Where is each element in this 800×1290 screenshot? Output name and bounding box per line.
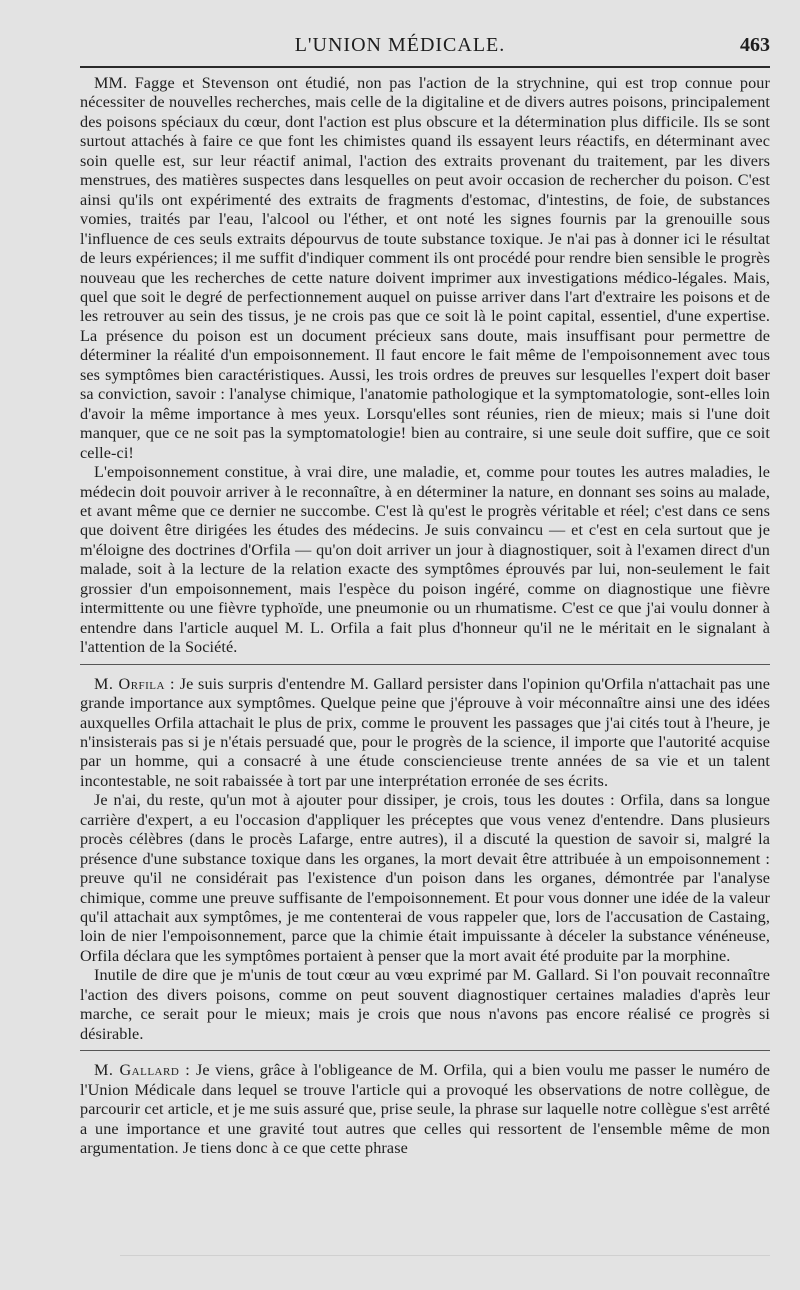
paragraph-orfila-continued: Je n'ai, du reste, qu'un mot à ajouter pour dissiper, je crois, tous les doutes : Orfila, dans sa longue carrière d'expert, a eu l'occasion d'appliquer les préceptes que vous venez d'entendre. Dans plusieurs procès célèbres (dans le procès Lafarge, entre autres), il a discuté la question de savoir si, malgré la présence d'une substance toxique dans les organes, la mort devait être attribuée à un empoisonnement : preuve qu'il ne considérait pas l'existence d'un poison dans les organes, démontrée par l'analyse chimique, comme une preuve suffisante de l'empoisonnement. Et pour vous donner une idée de la valeur qu'il attachait aux symptômes, je me contenterai de vous rappeler que, lors de l'accusation de Castaing, loin de nier l'empoisonnement, parce que la chimie était impuissante à déceler la substance vénéneuse, Orfila déclara que les symptômes portaient à penser que la mort avait été produite par la morphine.: [80, 791, 770, 965]
page-header: [80, 30, 770, 68]
paragraph-fagge-stevenson: MM. Fagge et Stevenson ont étudié, non pas l'action de la strychnine, qui est trop connue pour nécessiter de nouvelles recherches, mais celle de la digitaline et de divers autres poisons, principalement des poisons spéciaux du cœur, dont l'action est plus obscure et la détermination plus difficile. Ils se sont surtout attachés à faire ce que font les chimistes quand ils essayent leurs réactifs, en déterminant avec soin quelle est, sur leur réactif animal, l'action des extraits provenant du traitement, par les divers menstrues, des matières suspectes dans lesquelles on peut avoir occasion de rechercher du poison. C'est ainsi qu'ils ont expérimenté des extraits de fragments d'estomac, d'intestins, de foie, de substances vomies, traités par l'eau, l'alcool ou l'éther, et ont noté les signes fournis par la grenouille sous l'influence de ces seuls extraits dépourvus de toute substance toxique. Je n'ai pas à donner ici le résultat de leurs expériences; il me suffit d'indiquer comment ils ont procédé pour rendre bien sensible le progrès nouveau que les recherches de cette nature doivent imprimer aux investigations médico-légales. Mais, quel que soit le degré de perfectionnement auquel on puisse arriver dans l'art d'extraire les poisons et de les retrouver au sein des tissus, je ne crois pas que ce soit là le point capital, essentiel, d'une expertise. La présence du poison est un document précieux sans doute, mais insuffisant pour permettre de déterminer la réalité d'un empoisonnement. Il faut encore le fait même de l'empoisonnement avec tous ses symptômes bien caractéristiques. Aussi, les trois ordres de preuves sur lesquelles l'expert doit baser sa conviction, savoir : l'analyse chimique, l'anatomie pathologique et la symptomatologie, sont-elles loin d'avoir la même importance à mes yeux. Lorsqu'elles sont réunies, rien de mieux; mais si l'une doit manquer, que ce ne soit pas la symptomatologie! bien au contraire, si une seule doit suffire, que ce soit celle-ci!: [80, 74, 770, 462]
speaker-orfila: M. Orfila :: [94, 674, 176, 693]
paragraph-orfila-conclusion: Inutile de dire que je m'unis de tout cœur au vœu exprimé par M. Gallard. Si l'on pouvait reconnaître l'action des divers poisons, comme on peut souvent diagnostiquer certaines maladies d'après leur marche, ce serait pour le mieux; mais je crois que nous n'avons pas encore réalisé ce progrès si désirable.: [80, 966, 770, 1043]
page-number: 463: [740, 34, 770, 56]
gallard-reply-text: Je viens, grâce à l'obligeance de M. Orfila, qui a bien voulu me passer le numéro de l'Union Médicale dans lequel se trouve l'article qui a provoqué les observations de notre collègue, de parcourir cet article, et je me suis assuré que, prise seule, la phrase sur laquelle notre collègue s'est arrêté a une importance et une gravité tout autres que celles qui ressortent de l'ensemble même de mon argumentation. Je tiens donc à ce que cette phrase: [80, 1061, 770, 1158]
orfila-reply-text: Je suis surpris d'entendre M. Gallard persister dans l'opinion qu'Orfila n'attachait pas une grande importance aux symptômes. Quelque peine que j'éprouve à voir méconnaître ainsi une des idées auxquelles Orfila attachait le plus de prix, comme le prouvent les passages que j'ai cités tout à l'heure, je n'insisterais pas si je n'étais persuadé que, pour le progrès de la science, il importe que l'autorité acquise par un homme, qui a consacré à une étude consciencieuse trente années de sa vie et un talent incontestable, ne soit rabaissée à tort par une interprétation erronée de ses écrits.: [80, 674, 770, 790]
paragraph-empoisonnement: L'empoisonnement constitue, à vrai dire, une maladie, et, comme pour toutes les autres maladies, le médecin doit pouvoir arriver à le reconnaître, à en déterminer la nature, en donnant ses soins au malade, et avant même que ce dernier ne succombe. C'est là qu'est le progrès véritable et réel; c'est dans ce sens que doivent être dirigées les études des médecins. Je suis convaincu — et c'est en cela surtout que je m'éloigne des doctrines d'Orfila — qu'on doit arriver un jour à diagnostiquer, soit à l'examen direct d'un malade, soit à la lecture de la relation exacte des symptômes éprouvés par lui, non-seulement le fait grossier d'un empoisonnement, mais l'espèce du poison ingéré, comme on diagnostique une fièvre intermittente ou une fièvre typhoïde, une pneumonie ou un rhumatisme. C'est ce que j'ai voulu donner à entendre dans l'article auquel M. L. Orfila a fait plus d'honneur qu'il ne le méritait en le signalant à l'attention de la Société.: [80, 463, 770, 657]
article-body: [80, 74, 770, 1158]
paragraph-gallard-reply: [80, 1061, 770, 1158]
speaker-gallard: M. Gallard :: [94, 1061, 191, 1080]
faded-footer-rule: [120, 1255, 770, 1270]
section-divider: [80, 664, 770, 665]
running-title: L'UNION MÉDICALE.: [294, 34, 506, 56]
paragraph-orfila-reply: [80, 675, 770, 792]
section-divider-2: [80, 1050, 770, 1051]
